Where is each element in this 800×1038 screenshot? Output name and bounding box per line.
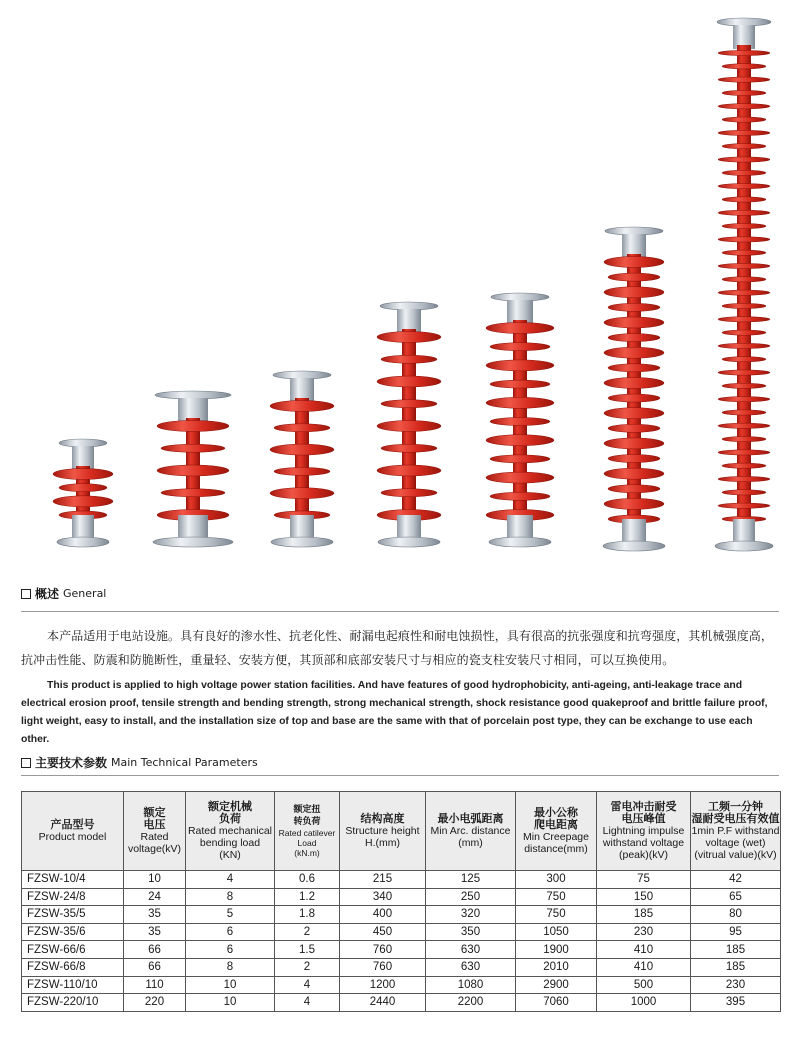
table-cell: 10 [186, 976, 275, 994]
insulator-shed [722, 330, 766, 335]
insulator-shed [270, 488, 334, 499]
table-cell: 2010 [516, 958, 597, 976]
insulator-bottom-fitting [397, 515, 421, 539]
table-cell: 185 [691, 958, 781, 976]
insulator-shed [722, 410, 766, 415]
insulator-shed [604, 377, 664, 388]
insulator-shed [604, 347, 664, 358]
table-cell: 320 [426, 906, 516, 924]
table-cell: 1050 [516, 923, 597, 941]
table-cell: 80 [691, 906, 781, 924]
table-cell: 35 [124, 923, 186, 941]
insulator-shed [608, 394, 660, 402]
table-cell: 1080 [426, 976, 516, 994]
product-model-cell: FZSW-66/6 [22, 941, 124, 959]
insulator-shed [381, 489, 437, 497]
insulator-shed [718, 290, 770, 295]
divider [21, 775, 779, 776]
insulator-shed [718, 210, 770, 215]
insulator-shed [161, 444, 225, 452]
insulator-shed [722, 277, 766, 282]
table-cell: 350 [426, 923, 516, 941]
insulator-shed [722, 64, 766, 69]
insulator-shed [157, 465, 229, 476]
column-header [426, 792, 516, 871]
table-cell: 8 [186, 888, 275, 906]
insulator-shed [274, 424, 330, 432]
insulator-shed [486, 397, 554, 408]
column-header-en: Product model [38, 831, 107, 843]
insulator-bottom-plate [378, 537, 440, 547]
insulator-bottom-plate [57, 537, 109, 547]
table-cell: 1200 [340, 976, 426, 994]
table-cell: 250 [426, 888, 516, 906]
column-header-cn: 最小电弧距离 [437, 812, 504, 825]
column-header-cn: 产品型号 [50, 818, 95, 831]
insulator-shed [722, 357, 766, 362]
column-header [22, 792, 124, 871]
insulator-shed [490, 492, 550, 500]
table-cell: 66 [124, 958, 186, 976]
table-cell: 65 [691, 888, 781, 906]
insulator-shed [718, 104, 770, 109]
table-cell: 300 [516, 871, 597, 889]
table-cell: 150 [597, 888, 691, 906]
column-header-en: Structure height H.(mm) [345, 825, 420, 849]
table-cell: 410 [597, 958, 691, 976]
table-cell: 750 [516, 906, 597, 924]
table-cell: 395 [691, 994, 781, 1012]
checkbox-square-icon [21, 758, 31, 768]
insulator-shed [53, 496, 113, 507]
table-row [22, 976, 781, 994]
insulator-shed [608, 364, 660, 372]
insulator-top-cap [717, 18, 771, 26]
insulator-bottom-plate [271, 537, 333, 547]
column-header-en: Lightning impulse withstand voltage (peak)(kV) [602, 825, 685, 861]
table-cell: 10 [186, 994, 275, 1012]
insulator-bottom-fitting [72, 515, 94, 539]
insulator-shed [486, 360, 554, 371]
general-title-cn: 概述 [35, 587, 60, 601]
insulator-shed [718, 397, 770, 402]
insulator-shed [490, 418, 550, 426]
insulator-shed [718, 476, 770, 481]
insulator-shed [718, 370, 770, 375]
table-cell: 410 [597, 941, 691, 959]
divider [21, 611, 779, 612]
insulator-shed [718, 157, 770, 162]
table-row [22, 941, 781, 959]
table-cell: 750 [516, 888, 597, 906]
insulator-shed [608, 334, 660, 342]
table-row [22, 871, 781, 889]
table-cell: 230 [597, 923, 691, 941]
column-header [124, 792, 186, 871]
table-row [22, 906, 781, 924]
insulator-shed [718, 423, 770, 428]
table-cell: 2 [275, 958, 340, 976]
insulator-shed [161, 489, 225, 497]
general-title-en: General [63, 587, 107, 600]
column-header [691, 792, 781, 871]
table-row [22, 888, 781, 906]
table-cell: 66 [124, 941, 186, 959]
insulator-shed [274, 467, 330, 475]
insulator-shed [608, 485, 660, 493]
column-header-en: Rated voltage(kV) [127, 831, 182, 855]
insulator-shed [722, 463, 766, 468]
table-cell: 1.2 [275, 888, 340, 906]
general-text-en: This product is applied to high voltage power station facilities. And have features of good hydrophobicity, anti-ageing, anti-leakage trace and electrical erosion proof, tensile strength and bending strength, strong mechanical strength, shock resistance good quakeproof and brittle failure proof, light weight, easy to install, and the installation size of top and base are the same with that of porcelain post type, they can be exchange to use each other. [21, 680, 768, 745]
insulator-top-cap [491, 293, 549, 301]
table-cell: 230 [691, 976, 781, 994]
table-cell: 630 [426, 941, 516, 959]
product-model-cell: FZSW-110/10 [22, 976, 124, 994]
insulator-shed [722, 170, 766, 175]
insulator-top-cap [59, 439, 107, 447]
column-header-cn: 额定机械 负荷 [208, 800, 252, 825]
insulator-shed [490, 343, 550, 351]
insulator-shed [604, 317, 664, 328]
insulator-shed [377, 421, 441, 432]
insulator-bottom-fitting [622, 519, 646, 543]
insulator-shed [486, 323, 554, 334]
table-cell: 2200 [426, 994, 516, 1012]
insulator-bottom-plate [153, 537, 233, 547]
insulator-shed [718, 317, 770, 322]
insulator-bottom-fitting [733, 519, 755, 543]
table-row [22, 958, 781, 976]
insulator-shed [718, 343, 770, 348]
table-cell: 215 [340, 871, 426, 889]
insulator-top-cap [273, 371, 331, 379]
column-header [516, 792, 597, 871]
table-cell: 2 [275, 923, 340, 941]
insulator-shed [604, 408, 664, 419]
insulator-shed [722, 144, 766, 149]
insulator-shed [718, 263, 770, 268]
insulator-shed [722, 117, 766, 122]
table-header-row [22, 792, 781, 871]
table-cell: 10 [124, 871, 186, 889]
insulator-shed [604, 257, 664, 268]
insulator-bottom-fitting [507, 515, 533, 539]
table-cell: 42 [691, 871, 781, 889]
insulator-shed [722, 197, 766, 202]
table-row [22, 923, 781, 941]
column-header-cn: 结构高度 [360, 812, 405, 825]
table-cell: 4 [275, 994, 340, 1012]
insulator-shed [377, 332, 441, 343]
insulator-shed [718, 184, 770, 189]
table-cell: 6 [186, 923, 275, 941]
table-cell: 24 [124, 888, 186, 906]
insulator-shed [157, 421, 229, 432]
params-section-title [21, 754, 258, 771]
insulator-shed [722, 90, 766, 95]
column-header [597, 792, 691, 871]
insulator-bottom-plate [715, 541, 773, 551]
insulator-shed [486, 435, 554, 446]
insulator-shed [604, 438, 664, 449]
insulator-shed [608, 455, 660, 463]
insulator-shed [722, 303, 766, 308]
insulator-shed [722, 250, 766, 255]
insulator-shed [608, 424, 660, 432]
insulator-shed [718, 503, 770, 508]
table-cell: 760 [340, 958, 426, 976]
table-cell: 1.5 [275, 941, 340, 959]
table-cell: 95 [691, 923, 781, 941]
column-header [275, 792, 340, 871]
table-cell: 2440 [340, 994, 426, 1012]
table-cell: 185 [691, 941, 781, 959]
column-header-en: 1min P.F withstand voltage (wet) (vitrual value)(kV) [691, 825, 780, 861]
product-model-cell: FZSW-220/10 [22, 994, 124, 1012]
product-model-cell: FZSW-66/8 [22, 958, 124, 976]
insulator-shed [718, 450, 770, 455]
table-cell: 125 [426, 871, 516, 889]
table-cell: 7060 [516, 994, 597, 1012]
insulator-shed [604, 287, 664, 298]
table-cell: 1.8 [275, 906, 340, 924]
insulator-shed [604, 468, 664, 479]
table-cell: 185 [597, 906, 691, 924]
insulator-shed [608, 273, 660, 281]
insulator-top-cap [380, 302, 438, 310]
table-cell: 630 [426, 958, 516, 976]
insulator-top-cap [155, 391, 231, 399]
insulator-shed [53, 469, 113, 480]
table-cell: 2900 [516, 976, 597, 994]
insulator-shed [718, 130, 770, 135]
insulator-top-cap [605, 227, 663, 235]
general-section-title [21, 585, 106, 602]
checkbox-square-icon [21, 589, 31, 599]
insulator-shed [722, 437, 766, 442]
table-cell: 220 [124, 994, 186, 1012]
insulator-shed [490, 455, 550, 463]
insulator-shed [59, 484, 107, 492]
table-cell: 35 [124, 906, 186, 924]
insulator-bottom-fitting [178, 515, 208, 539]
general-text-cn: 本产品适用于电站设施。具有良好的渗水性、抗老化性、耐漏电起痕性和耐电蚀损性，具有很高的抗张强度和抗弯强度，其机械强度高，抗冲击性能、防震和防脆断性，重量轻、安装方便，其顶部和底部安装尺寸与相应的瓷支柱安装尺寸相同，可以互换使用。 [21, 629, 774, 667]
insulator-shed [381, 355, 437, 363]
insulator-shed [722, 490, 766, 495]
insulator-shed [718, 50, 770, 55]
column-header-cn: 额定 电压 [143, 806, 166, 831]
insulator-bottom-plate [603, 541, 665, 551]
insulator-bottom-fitting [290, 515, 314, 539]
insulator-bottom-plate [489, 537, 551, 547]
insulator-shed [377, 376, 441, 387]
insulator-shed [270, 401, 334, 412]
column-header-cn: 额定扭 转负荷 [293, 805, 321, 827]
table-cell: 1000 [597, 994, 691, 1012]
table-cell: 6 [186, 941, 275, 959]
insulator-shed [722, 223, 766, 228]
table-cell: 4 [275, 976, 340, 994]
table-cell: 110 [124, 976, 186, 994]
column-header-en: Rated catilever Load (kN.m) [278, 828, 336, 858]
column-header-en: Min Arc. distance (mm) [430, 825, 511, 849]
table-cell: 340 [340, 888, 426, 906]
technical-parameters-table [21, 791, 781, 1012]
column-header-cn: 工频一分钟 湿耐受电压有效值 [691, 800, 780, 825]
product-model-cell: FZSW-35/5 [22, 906, 124, 924]
product-model-cell: FZSW-24/8 [22, 888, 124, 906]
table-cell: 400 [340, 906, 426, 924]
insulator-shed [381, 400, 437, 408]
insulator-shed [381, 444, 437, 452]
insulator-shed [718, 77, 770, 82]
table-cell: 1900 [516, 941, 597, 959]
insulator-shed [486, 472, 554, 483]
column-header-en: Min Creepage distance(mm) [523, 831, 589, 855]
table-cell: 450 [340, 923, 426, 941]
table-cell: 4 [186, 871, 275, 889]
table-cell: 760 [340, 941, 426, 959]
insulator-core [295, 398, 309, 517]
params-title-en: Main Technical Parameters [111, 756, 258, 769]
table-cell: 5 [186, 906, 275, 924]
insulator-shed [377, 465, 441, 476]
insulator-shed [722, 383, 766, 388]
column-header-cn: 最小公称 爬电距离 [534, 806, 578, 831]
table-cell: 75 [597, 871, 691, 889]
table-cell: 0.6 [275, 871, 340, 889]
insulator-shed [270, 444, 334, 455]
insulator-shed [718, 237, 770, 242]
column-header-cn: 雷电冲击耐受 电压峰值 [610, 800, 677, 825]
params-title-cn: 主要技术参数 [35, 756, 108, 770]
insulator-shed [608, 303, 660, 311]
table-row [22, 994, 781, 1012]
column-header-en: Rated mechanical bending load (KN) [187, 825, 273, 861]
insulator-shed [490, 380, 550, 388]
table-cell: 500 [597, 976, 691, 994]
product-model-cell: FZSW-35/6 [22, 923, 124, 941]
product-model-cell: FZSW-10/4 [22, 871, 124, 889]
table-cell: 8 [186, 958, 275, 976]
column-header [340, 792, 426, 871]
column-header [186, 792, 275, 871]
insulator-shed [604, 498, 664, 509]
